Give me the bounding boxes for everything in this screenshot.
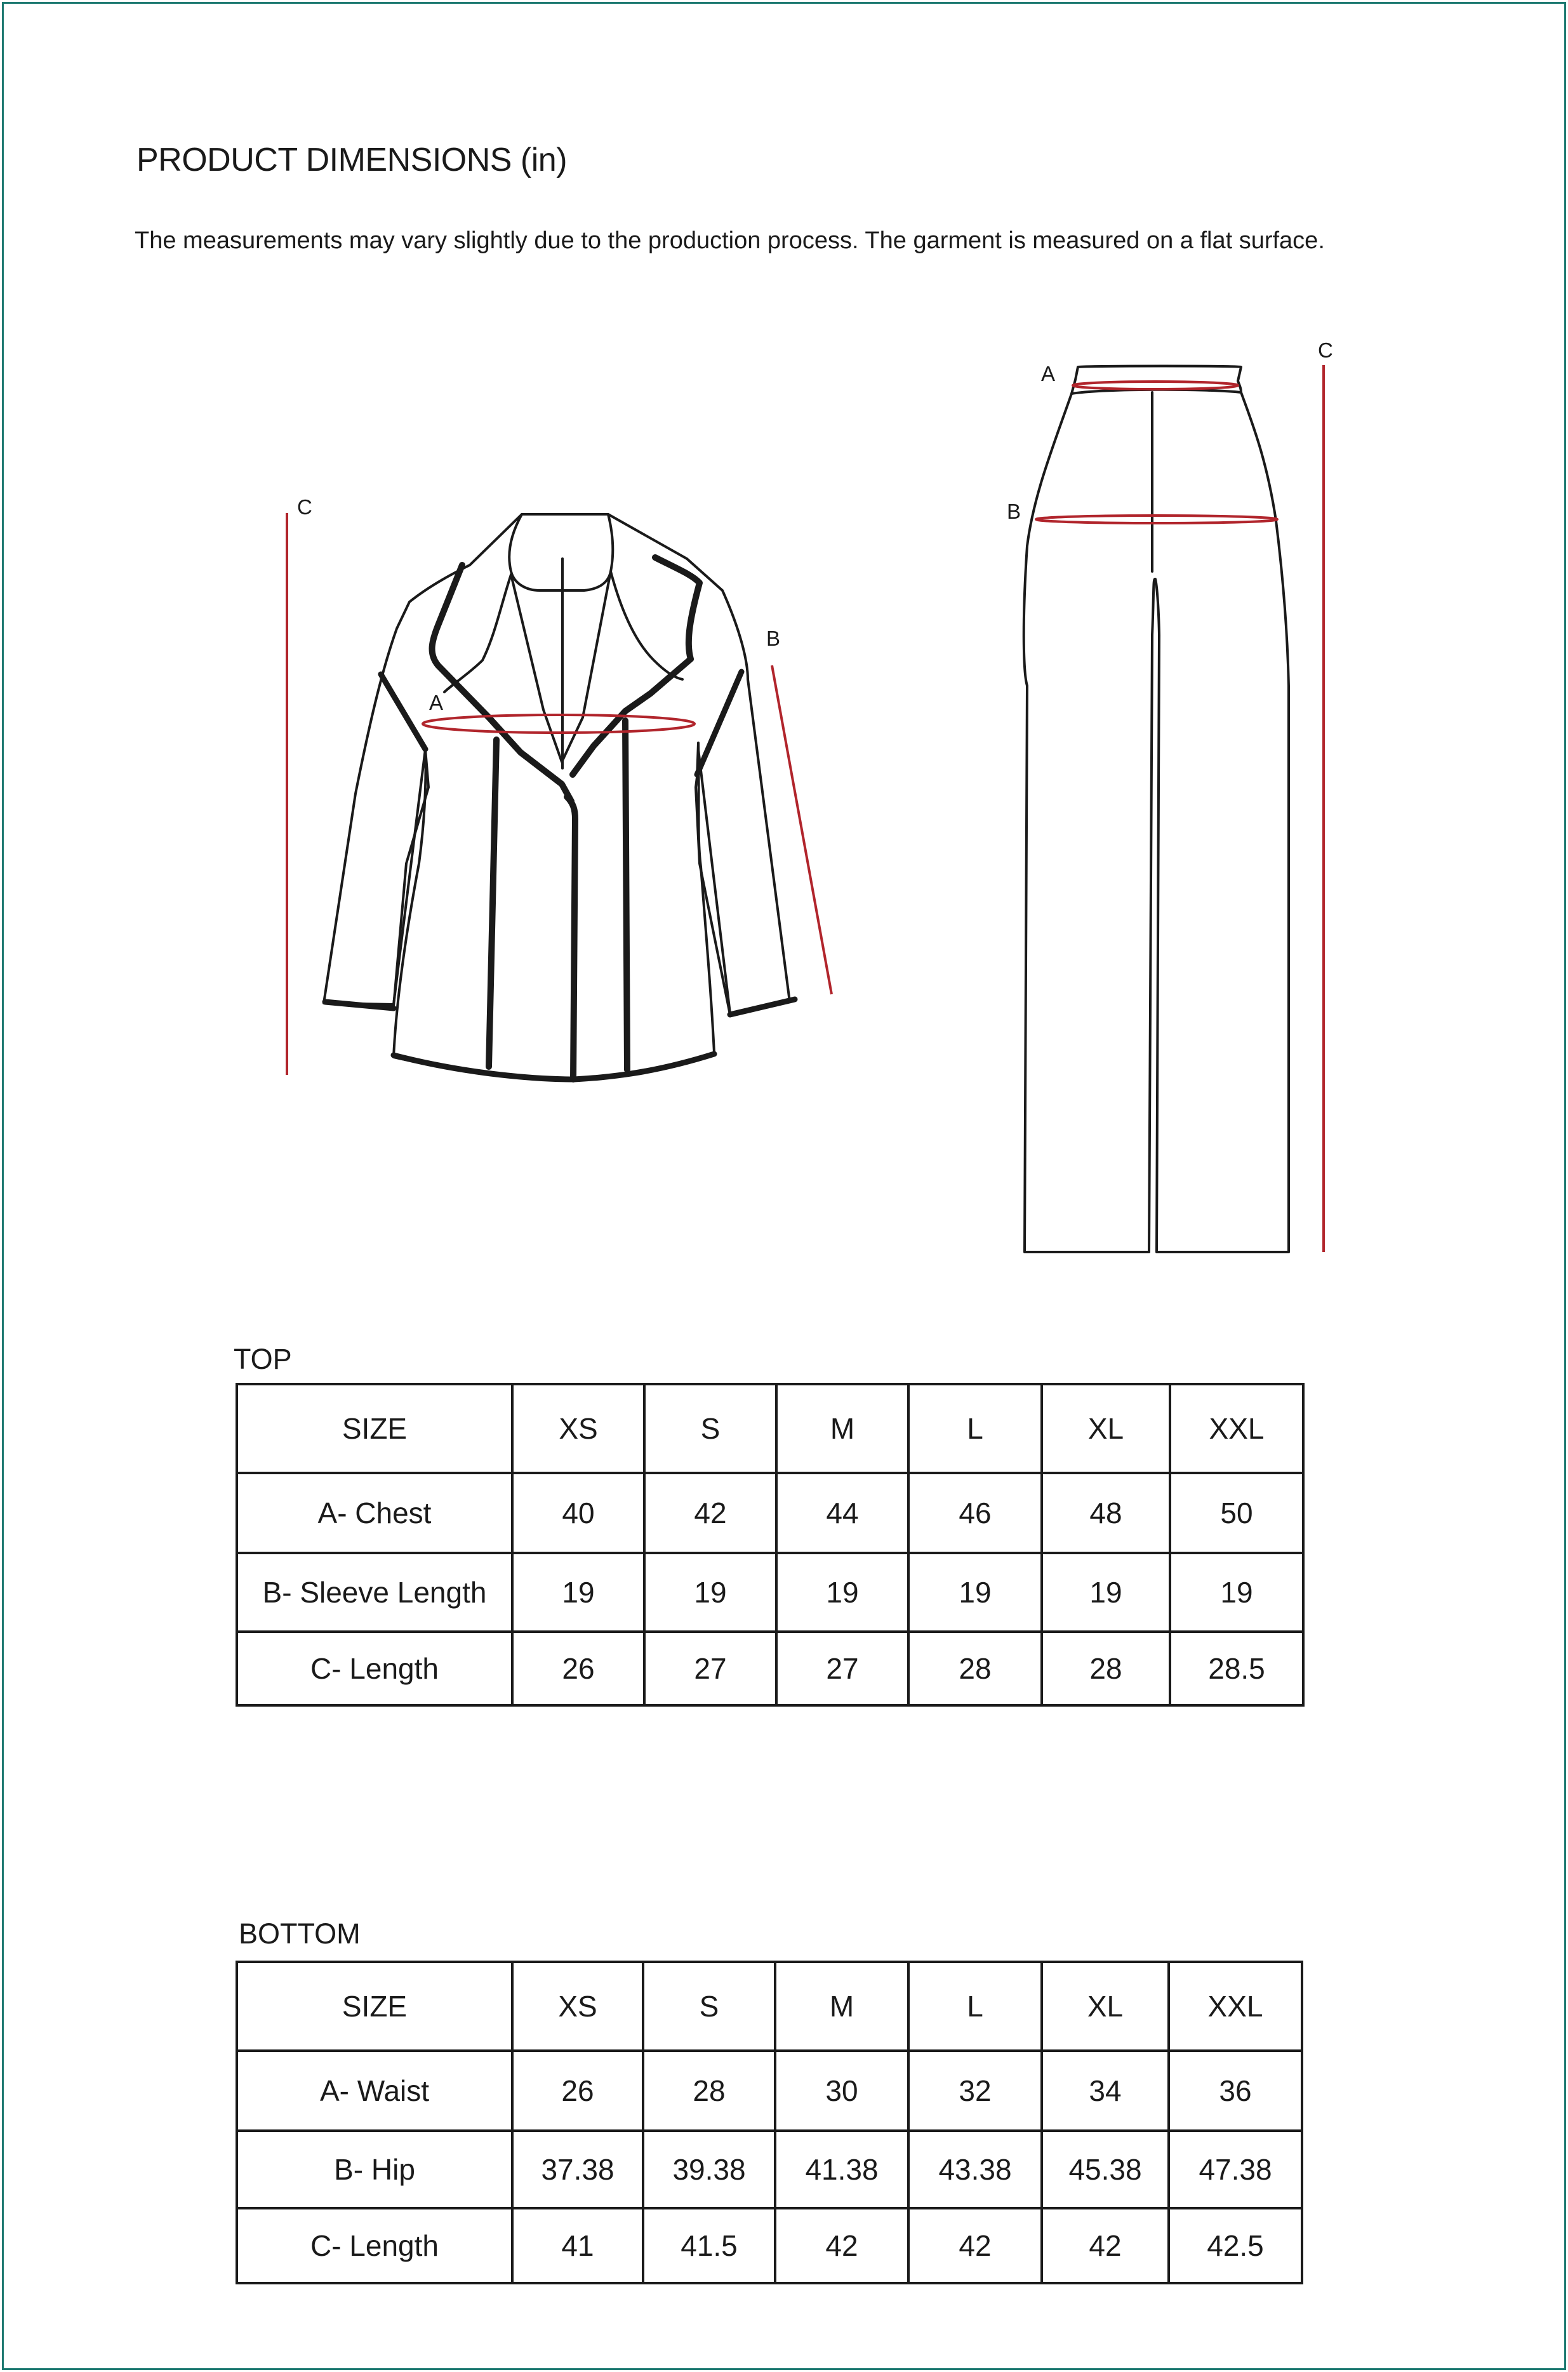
table-cell: 42 bbox=[1042, 2208, 1169, 2283]
table-cell: 37.38 bbox=[512, 2131, 643, 2208]
pants-illustration bbox=[1024, 366, 1289, 1253]
bottom-size-table bbox=[236, 1961, 1303, 2284]
jacket-label-a: A bbox=[429, 691, 444, 714]
jacket-label-c: C bbox=[297, 495, 312, 519]
header-cell: XL bbox=[1042, 1962, 1169, 2051]
table-cell: 28.5 bbox=[1170, 1632, 1303, 1705]
table-cell: 19 bbox=[1170, 1553, 1303, 1632]
pants-label-b: B bbox=[1007, 500, 1021, 523]
pants-label-a: A bbox=[1041, 362, 1056, 385]
row-label: B- Hip bbox=[237, 2131, 512, 2208]
table-cell: 19 bbox=[1042, 1553, 1170, 1632]
header-cell: S bbox=[644, 1384, 776, 1473]
header-cell: M bbox=[775, 1962, 908, 2051]
table-row bbox=[237, 2131, 1302, 2208]
jacket-label-b: B bbox=[766, 627, 781, 650]
table-cell: 19 bbox=[644, 1553, 776, 1632]
header-cell: XXL bbox=[1169, 1962, 1302, 2051]
table-cell: 40 bbox=[512, 1473, 644, 1553]
jacket-chest-line bbox=[423, 715, 694, 733]
header-cell: XL bbox=[1042, 1384, 1170, 1473]
table-cell: 46 bbox=[908, 1473, 1042, 1553]
table-cell: 39.38 bbox=[643, 2131, 775, 2208]
header-cell: SIZE bbox=[237, 1962, 512, 2051]
bottom-table-label: BOTTOM bbox=[239, 1917, 361, 1950]
table-cell: 44 bbox=[776, 1473, 908, 1553]
table-cell: 41.5 bbox=[643, 2208, 775, 2283]
table-cell: 34 bbox=[1042, 2051, 1169, 2131]
table-row bbox=[237, 1473, 1303, 1553]
table-cell: 19 bbox=[512, 1553, 644, 1632]
table-cell: 26 bbox=[512, 2051, 643, 2131]
table-cell: 27 bbox=[644, 1632, 776, 1705]
row-label: A- Chest bbox=[237, 1473, 512, 1553]
jacket-measure-lines bbox=[287, 513, 832, 1075]
table-cell: 47.38 bbox=[1169, 2131, 1302, 2208]
table-cell: 36 bbox=[1169, 2051, 1302, 2131]
table-cell: 26 bbox=[512, 1632, 644, 1705]
table-row bbox=[237, 1632, 1303, 1705]
table-cell: 28 bbox=[908, 1632, 1042, 1705]
row-label: B- Sleeve Length bbox=[237, 1553, 512, 1632]
header-cell: S bbox=[643, 1962, 775, 2051]
header-cell: XS bbox=[512, 1384, 644, 1473]
top-size-table bbox=[236, 1383, 1305, 1707]
table-cell: 41 bbox=[512, 2208, 643, 2283]
pants-measure-lines bbox=[1036, 365, 1324, 1252]
header-cell: XS bbox=[512, 1962, 643, 2051]
table-cell: 42 bbox=[775, 2208, 908, 2283]
header-cell: M bbox=[776, 1384, 908, 1473]
jacket-sleeve-line bbox=[772, 665, 832, 994]
table-cell: 48 bbox=[1042, 1473, 1170, 1553]
measurement-note: The measurements may vary slightly due to the production process. The garment is measured on a flat surface. bbox=[135, 227, 1325, 254]
table-row bbox=[237, 2208, 1302, 2283]
header-cell: XXL bbox=[1170, 1384, 1303, 1473]
table-cell: 32 bbox=[908, 2051, 1042, 2131]
row-label: C- Length bbox=[237, 1632, 512, 1705]
table-cell: 28 bbox=[643, 2051, 775, 2131]
table-cell: 41.38 bbox=[775, 2131, 908, 2208]
table-cell: 28 bbox=[1042, 1632, 1170, 1705]
row-label: C- Length bbox=[237, 2208, 512, 2283]
header-cell: L bbox=[908, 1384, 1042, 1473]
jacket-illustration bbox=[324, 514, 795, 1079]
table-header-row bbox=[237, 1962, 1302, 2051]
table-cell: 45.38 bbox=[1042, 2131, 1169, 2208]
table-cell: 27 bbox=[776, 1632, 908, 1705]
table-cell: 50 bbox=[1170, 1473, 1303, 1553]
top-table-label: TOP bbox=[234, 1343, 292, 1375]
table-cell: 30 bbox=[775, 2051, 908, 2131]
pants-label-c: C bbox=[1318, 338, 1333, 362]
header-cell: L bbox=[908, 1962, 1042, 2051]
pants-waist-line bbox=[1073, 382, 1238, 389]
table-cell: 42 bbox=[644, 1473, 776, 1553]
table-row bbox=[237, 2051, 1302, 2131]
table-cell: 42 bbox=[908, 2208, 1042, 2283]
pants-hip-line bbox=[1036, 516, 1277, 523]
page-title: PRODUCT DIMENSIONS (in) bbox=[136, 142, 568, 178]
table-cell: 19 bbox=[776, 1553, 908, 1632]
header-cell: SIZE bbox=[237, 1384, 512, 1473]
row-label: A- Waist bbox=[237, 2051, 512, 2131]
table-row bbox=[237, 1553, 1303, 1632]
table-cell: 43.38 bbox=[908, 2131, 1042, 2208]
table-header-row bbox=[237, 1384, 1303, 1473]
table-cell: 42.5 bbox=[1169, 2208, 1302, 2283]
table-cell: 19 bbox=[908, 1553, 1042, 1632]
